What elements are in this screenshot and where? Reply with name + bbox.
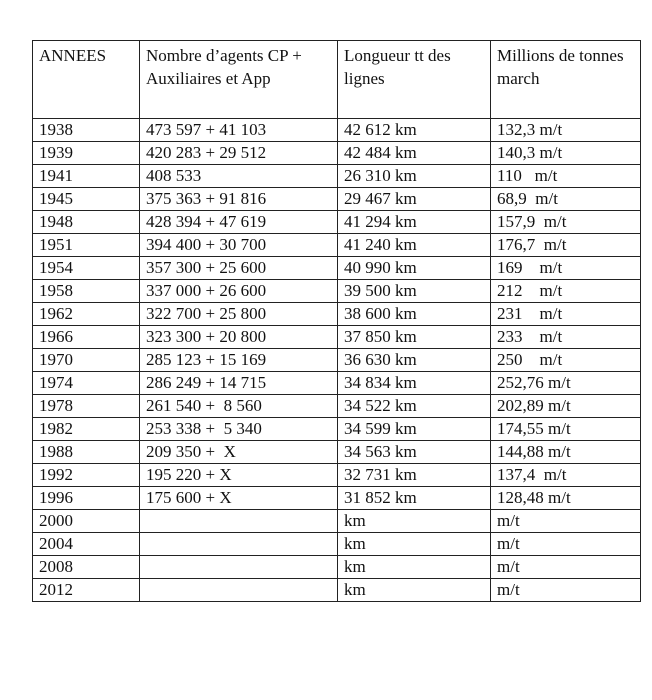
cell-year: 2000 — [33, 510, 140, 533]
cell-agents: 322 700 + 25 800 — [140, 303, 338, 326]
cell-agents: 209 350 + X — [140, 441, 338, 464]
cell-year: 2008 — [33, 556, 140, 579]
cell-tonnage: 132,3 m/t — [491, 119, 641, 142]
cell-line-length: 34 834 km — [338, 372, 491, 395]
cell-tonnage: 128,48 m/t — [491, 487, 641, 510]
cell-line-length: 37 850 km — [338, 326, 491, 349]
cell-agents: 394 400 + 30 700 — [140, 234, 338, 257]
cell-line-length: 41 294 km — [338, 211, 491, 234]
cell-tonnage: 231 m/t — [491, 303, 641, 326]
cell-line-length: 40 990 km — [338, 257, 491, 280]
table-row — [33, 487, 641, 510]
cell-year: 1966 — [33, 326, 140, 349]
cell-year: 1992 — [33, 464, 140, 487]
cell-agents: 408 533 — [140, 165, 338, 188]
cell-line-length: km — [338, 510, 491, 533]
table-row — [33, 510, 641, 533]
table-row — [33, 395, 641, 418]
cell-agents: 428 394 + 47 619 — [140, 211, 338, 234]
cell-line-length: 32 731 km — [338, 464, 491, 487]
cell-year: 1958 — [33, 280, 140, 303]
cell-line-length: 39 500 km — [338, 280, 491, 303]
cell-year: 1939 — [33, 142, 140, 165]
cell-year: 1951 — [33, 234, 140, 257]
cell-agents — [140, 579, 338, 602]
cell-year: 2012 — [33, 579, 140, 602]
cell-tonnage: 157,9 m/t — [491, 211, 641, 234]
cell-year: 2004 — [33, 533, 140, 556]
cell-year: 1941 — [33, 165, 140, 188]
cell-year: 1948 — [33, 211, 140, 234]
cell-agents: 285 123 + 15 169 — [140, 349, 338, 372]
cell-tonnage: m/t — [491, 510, 641, 533]
cell-agents: 286 249 + 14 715 — [140, 372, 338, 395]
table-row — [33, 234, 641, 257]
table-row — [33, 303, 641, 326]
cell-tonnage: 137,4 m/t — [491, 464, 641, 487]
cell-line-length: km — [338, 533, 491, 556]
cell-agents — [140, 556, 338, 579]
cell-tonnage: 174,55 m/t — [491, 418, 641, 441]
cell-agents: 337 000 + 26 600 — [140, 280, 338, 303]
cell-agents: 323 300 + 20 800 — [140, 326, 338, 349]
table-row — [33, 280, 641, 303]
cell-agents: 357 300 + 25 600 — [140, 257, 338, 280]
table-row — [33, 211, 641, 234]
cell-year: 1996 — [33, 487, 140, 510]
table-row — [33, 188, 641, 211]
cell-year: 1938 — [33, 119, 140, 142]
cell-year: 1978 — [33, 395, 140, 418]
cell-line-length: 42 484 km — [338, 142, 491, 165]
table-row — [33, 533, 641, 556]
cell-year: 1974 — [33, 372, 140, 395]
cell-tonnage: 176,7 m/t — [491, 234, 641, 257]
statistics-table — [32, 40, 641, 602]
cell-agents: 175 600 + X — [140, 487, 338, 510]
cell-agents: 473 597 + 41 103 — [140, 119, 338, 142]
cell-tonnage: 144,88 m/t — [491, 441, 641, 464]
cell-line-length: 38 600 km — [338, 303, 491, 326]
table-row — [33, 257, 641, 280]
table-row — [33, 464, 641, 487]
cell-tonnage: m/t — [491, 556, 641, 579]
cell-line-length: 26 310 km — [338, 165, 491, 188]
table-row — [33, 441, 641, 464]
cell-agents: 253 338 + 5 340 — [140, 418, 338, 441]
cell-line-length: 41 240 km — [338, 234, 491, 257]
header-cell-line-length: Longueur tt des lignes — [338, 41, 491, 119]
cell-tonnage: 68,9 m/t — [491, 188, 641, 211]
cell-line-length: 34 522 km — [338, 395, 491, 418]
table-row — [33, 119, 641, 142]
header-cell-agents: Nombre d’agents CP + Auxiliaires et App — [140, 41, 338, 119]
cell-tonnage: 202,89 m/t — [491, 395, 641, 418]
cell-tonnage: 169 m/t — [491, 257, 641, 280]
cell-line-length: 29 467 km — [338, 188, 491, 211]
table-row — [33, 165, 641, 188]
table-body — [33, 119, 641, 602]
cell-agents — [140, 533, 338, 556]
cell-line-length: 42 612 km — [338, 119, 491, 142]
cell-line-length: km — [338, 556, 491, 579]
cell-line-length: 34 599 km — [338, 418, 491, 441]
table-row — [33, 418, 641, 441]
cell-tonnage: m/t — [491, 579, 641, 602]
table-row — [33, 372, 641, 395]
cell-year: 1982 — [33, 418, 140, 441]
cell-line-length: 34 563 km — [338, 441, 491, 464]
cell-agents — [140, 510, 338, 533]
cell-tonnage: 233 m/t — [491, 326, 641, 349]
cell-tonnage: 110 m/t — [491, 165, 641, 188]
cell-tonnage: m/t — [491, 533, 641, 556]
cell-year: 1945 — [33, 188, 140, 211]
cell-line-length: 36 630 km — [338, 349, 491, 372]
cell-agents: 195 220 + X — [140, 464, 338, 487]
table-row — [33, 579, 641, 602]
cell-agents: 375 363 + 91 816 — [140, 188, 338, 211]
cell-agents: 420 283 + 29 512 — [140, 142, 338, 165]
cell-line-length: 31 852 km — [338, 487, 491, 510]
table-row — [33, 349, 641, 372]
table-row — [33, 326, 641, 349]
table-header-row — [33, 41, 641, 119]
cell-tonnage: 140,3 m/t — [491, 142, 641, 165]
table-row — [33, 142, 641, 165]
cell-year: 1988 — [33, 441, 140, 464]
table-row — [33, 556, 641, 579]
cell-year: 1970 — [33, 349, 140, 372]
cell-line-length: km — [338, 579, 491, 602]
cell-tonnage: 252,76 m/t — [491, 372, 641, 395]
cell-agents: 261 540 + 8 560 — [140, 395, 338, 418]
cell-tonnage: 250 m/t — [491, 349, 641, 372]
header-cell-tonnage: Millions de tonnes march — [491, 41, 641, 119]
cell-year: 1962 — [33, 303, 140, 326]
cell-year: 1954 — [33, 257, 140, 280]
cell-tonnage: 212 m/t — [491, 280, 641, 303]
header-cell-years: ANNEES — [33, 41, 140, 119]
